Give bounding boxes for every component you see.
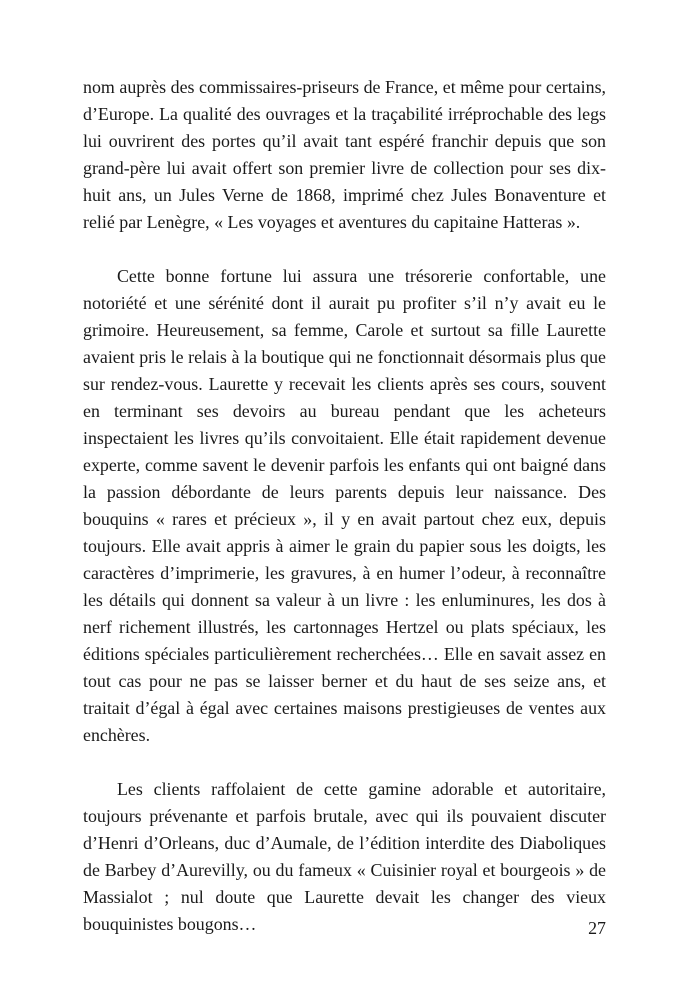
paragraph-3: Les clients raffolaient de cette gamine adorable et autoritaire, toujours prévenante et parfois brutale, avec qui ils pouvaient discuter d’Henri d’Orleans, duc d’Aumale, de l’édition interdite des Diaboliques de Barbey d’Aurevilly, ou du fameux « Cuisinier royal et bourgeois » de Massialot ; nul doute que Laurette devait les changer des vieux bouquinistes bougons…	[83, 779, 606, 934]
body-text	[83, 74, 606, 938]
paragraph-1: nom auprès des commissaires-priseurs de France, et même pour certains, d’Europe. La qualité des ouvrages et la traçabilité irréprochable des legs lui ouvrirent des portes qu’il avait tant espéré franchir depuis que son grand-père lui avait offert son premier livre de collection pour ses dix-huit ans, un Jules Verne de 1868, imprimé chez Jules Bonaventure et relié par Lenègre, « Les voyages et aventures du capitaine Hatteras ».	[83, 77, 606, 232]
paragraph-2: Cette bonne fortune lui assura une trésorerie confortable, une notoriété et une sérénité dont il aurait pu profiter s’il n’y avait eu le grimoire. Heureusement, sa femme, Carole et surtout sa fille Laurette avaient pris le relais à la boutique qui ne fonctionnait désormais plus que sur rendez-vous. Laurette y recevait les clients après ses cours, souvent en terminant ses devoirs au bureau pendant que les acheteurs inspectaient les livres qu’ils convoitaient. Elle était rapidement devenue experte, comme savent le devenir parfois les enfants qui ont baigné dans la passion débordante de leurs parents depuis leur naissance. Des bouquins « rares et précieux », il y en avait partout chez eux, depuis toujours. Elle avait appris à aimer le grain du papier sous les doigts, les caractères d’imprimerie, les gravures, à en humer l’odeur, à reconnaître les détails qui donnent sa valeur à un livre : les enluminures, les dos à nerf richement illustrés, les cartonnages Hertzel ou plats spéciaux, les éditions spéciales particulièrement recherchées… Elle en savait assez en tout cas pour ne pas se laisser berner et du haut de ses seize ans, et traitait d’égal à égal avec certaines maisons prestigieuses de ventes aux enchères.	[83, 266, 606, 745]
page-number: 27	[588, 918, 606, 938]
